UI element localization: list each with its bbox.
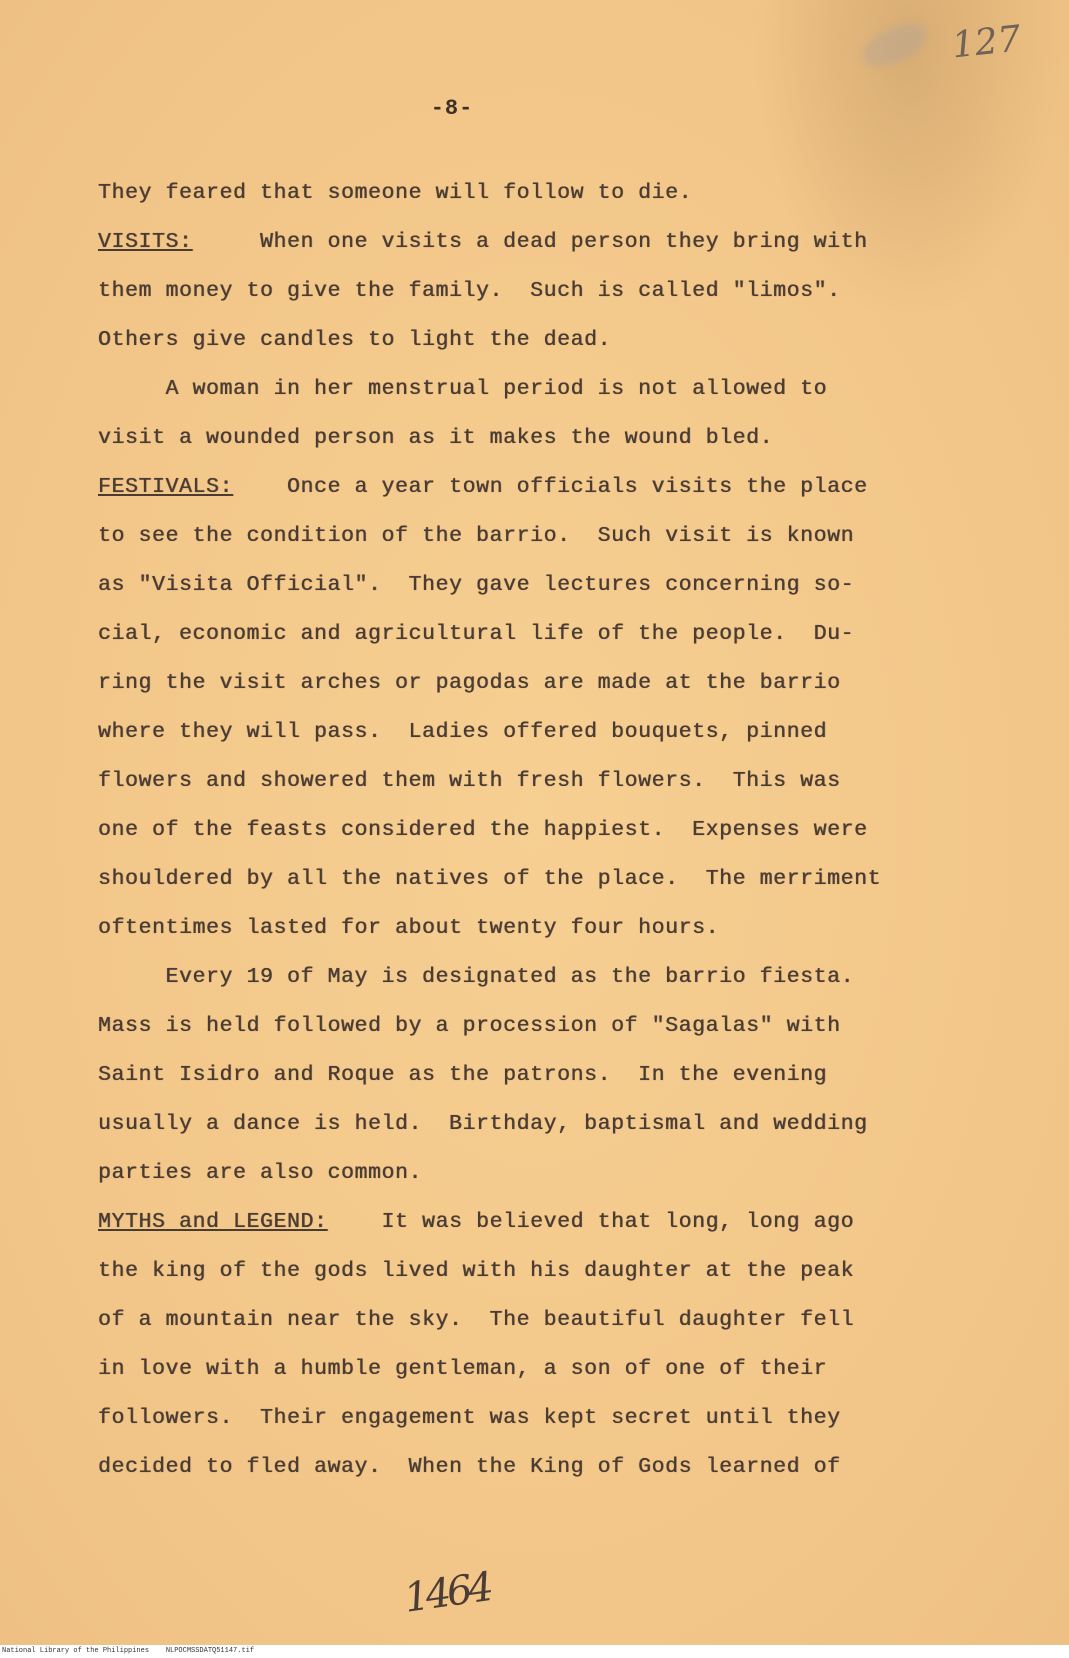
- text-line: Every 19 of May is designated as the barrio fiesta.: [98, 965, 855, 989]
- text-line: in love with a humble gentleman, a son of one of their: [98, 1357, 828, 1381]
- section-heading-festivals: FESTIVALS:: [98, 475, 234, 499]
- text-line: parties are also common.: [98, 1161, 423, 1185]
- text-line: followers. Their engagement was kept secret until they: [98, 1406, 841, 1430]
- text-line-rest: Once a year town officials visits the place: [233, 475, 868, 499]
- handwritten-number: 1464: [401, 1564, 493, 1622]
- text-line: ring the visit arches or pagodas are made at the barrio: [98, 671, 841, 695]
- text-line: oftentimes lasted for about twenty four hours.: [98, 916, 720, 940]
- text-line: of a mountain near the sky. The beautiful daughter fell: [98, 1308, 855, 1332]
- text-line: to see the condition of the barrio. Such visit is known: [98, 524, 855, 548]
- text-line: one of the feasts considered the happiest. Expenses were: [98, 818, 868, 842]
- section-heading-visits: VISITS:: [98, 230, 193, 254]
- text-line: A woman in her menstrual period is not allowed to: [98, 377, 828, 401]
- text-line: as "Visita Official". They gave lectures concerning so-: [98, 573, 855, 597]
- text-line: [98, 225, 868, 259]
- text-line: visit a wounded person as it makes the wound bled.: [98, 426, 774, 450]
- text-line: flowers and showered them with fresh flowers. This was: [98, 769, 841, 793]
- text-line-rest: It was believed that long, long ago: [327, 1210, 855, 1234]
- ink-smudge: [856, 15, 934, 75]
- archive-number: 127: [950, 18, 1023, 67]
- text-line: where they will pass. Ladies offered bouquets, pinned: [98, 720, 828, 744]
- section-heading-myths: MYTHS and LEGEND:: [98, 1210, 328, 1234]
- text-line: Others give candles to light the dead.: [98, 328, 612, 352]
- text-line: cial, economic and agricultural life of the people. Du-: [98, 622, 855, 646]
- text-line: Mass is held followed by a procession of "Sagalas" with: [98, 1014, 841, 1038]
- text-line: [98, 470, 868, 504]
- footer-caption: National Library of the Philippines NLPOCMSSDATQ51147.tif: [2, 1647, 255, 1655]
- text-line: usually a dance is held. Birthday, baptismal and wedding: [98, 1112, 868, 1136]
- text-line: Saint Isidro and Roque as the patrons. In the evening: [98, 1063, 828, 1087]
- text-line-rest: When one visits a dead person they bring with: [192, 230, 868, 254]
- text-line: the king of the gods lived with his daughter at the peak: [98, 1259, 855, 1283]
- text-line: shouldered by all the natives of the place. The merriment: [98, 867, 882, 891]
- text-line: them money to give the family. Such is called "limos".: [98, 279, 841, 303]
- text-line: decided to fled away. When the King of Gods learned of: [98, 1455, 841, 1479]
- page-number: -8-: [430, 96, 474, 121]
- text-line: [98, 1205, 854, 1239]
- text-line: They feared that someone will follow to die.: [98, 181, 693, 205]
